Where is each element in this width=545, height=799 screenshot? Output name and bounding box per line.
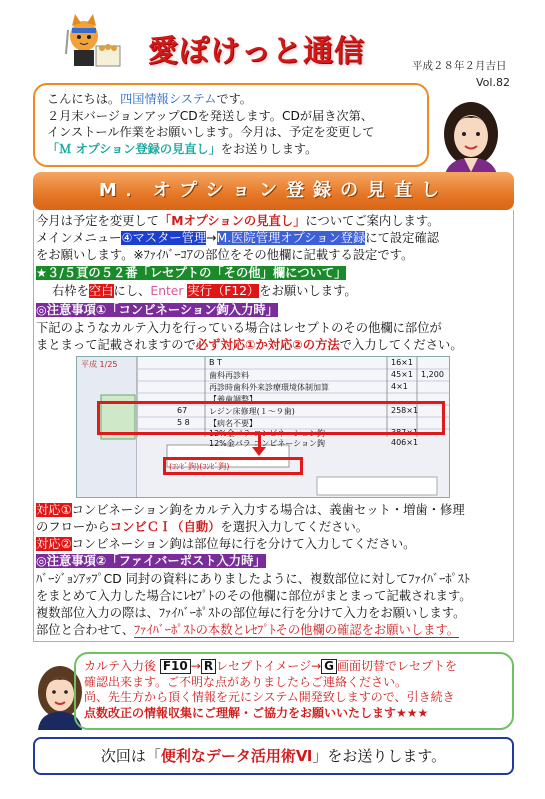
text: メインメニュー	[36, 231, 122, 245]
greeting-text: をお送りします。	[220, 141, 318, 156]
next-issue-box	[33, 737, 514, 775]
screenshot-row: レジン床修理(１～９歯)	[209, 407, 295, 416]
paragraph-line	[36, 265, 346, 281]
paragraph-line	[36, 337, 463, 353]
screenshot-tooth: 67	[177, 406, 188, 415]
screenshot-date: 平成 1/25	[81, 360, 118, 369]
company-name: 四国情報システム	[120, 92, 217, 106]
solution-label: 対応②	[36, 537, 72, 551]
text: 今月は予定を変更して	[36, 214, 159, 228]
text: コンビネーション鉤をカルテ入力する場合は、義歯セット・増歯・修理	[71, 503, 465, 517]
greeting-text: ２月末バージョンアップCDを発送します。CDが届き次第、	[47, 108, 373, 123]
g-key: G	[321, 659, 337, 674]
paragraph-line	[52, 283, 357, 299]
screenshot-value: 258×1	[391, 406, 419, 415]
footer-note-box	[74, 652, 514, 730]
greeting-text: インストール作業をお願いします。今月は、予定を変更して	[47, 125, 375, 139]
topic-highlight: 「Ｍ オプション登録の見直し」	[47, 141, 221, 156]
screenshot-row: 【病名不要】	[209, 419, 257, 428]
blank-key: 空白	[88, 284, 114, 298]
text: で入力してください。	[339, 338, 463, 352]
karte-screenshot	[76, 356, 450, 498]
text: 次回は「	[100, 747, 161, 765]
text: 右枠を	[52, 284, 89, 298]
next-topic: 便利なデータ活用術Ⅵ	[160, 747, 313, 765]
paragraph-line	[36, 622, 459, 638]
screenshot-row: 再診時歯科外来診療環境体制加算	[209, 383, 329, 392]
section-heading: ◎注意事項①「コンビネーション鉤入力時」	[36, 303, 278, 317]
text: をお願いします。	[259, 284, 357, 298]
r-key: R	[201, 659, 216, 674]
warning-highlight: ﾌｧｲﾊﾞｰﾎﾟｽﾄの本数とﾚｾﾌﾟﾄその他欄の確認をお願いします。	[134, 623, 460, 637]
screenshot-value: 45×1	[391, 370, 413, 379]
greeting-text: です。	[216, 92, 252, 106]
screenshot-value: 406×1	[391, 438, 419, 447]
screenshot-value: 1,200	[421, 370, 444, 379]
topic-highlight: 「Mオプションの見直し」	[158, 214, 306, 228]
screenshot-row: 歯科再診料	[209, 371, 249, 380]
text: レセプトイメージ→	[216, 659, 322, 673]
volume-number: Vol.82	[476, 76, 510, 89]
arrow: →	[190, 659, 201, 673]
paragraph-line: ﾊﾞｰｼﾞｮﾝｱｯﾌﾟCD 同封の資料にありましたように、複数部位に対してﾌｧｲﾊﾞｰﾎﾟｽﾄ	[36, 572, 470, 586]
screenshot-value: 4×1	[391, 382, 408, 391]
paragraph-line	[36, 536, 415, 552]
footer-text: 点数改正の情報収集にご理解・ご協力をお願いいたします★★★	[84, 705, 429, 720]
screenshot-value: 16×1	[391, 358, 413, 367]
text: 画面切替でレセプトを	[337, 659, 458, 673]
f10-key: F10	[160, 659, 191, 674]
greeting-box	[33, 83, 429, 167]
arrow-head-icon	[252, 447, 266, 456]
screenshot-row: 【義歯調整】	[209, 395, 257, 404]
screenshot-value: 387×1	[391, 428, 419, 437]
solution-label: 対応①	[36, 503, 72, 517]
paragraph-line	[36, 302, 278, 318]
section-heading: ◎注意事項②「ファイバーポスト入力時」	[36, 554, 266, 568]
footer-text: 確認出来ます。ご不明な点がありましたらご連絡ください。	[84, 674, 408, 689]
text: にし、	[113, 284, 151, 298]
greeting-text: こんにちは。	[47, 92, 121, 106]
screenshot-tooth: 5 8	[177, 418, 190, 427]
text: カルテ入力後	[84, 659, 157, 673]
highlight-box	[163, 457, 303, 475]
screenshot-receipt-other: (ｺﾝﾋﾞ鉤)(ｺﾝﾋﾞ鉤)	[169, 462, 230, 471]
execute-key: 実行（F12）	[187, 284, 260, 298]
text: についてご案内します。	[305, 214, 440, 228]
enter-key: Enter	[150, 284, 184, 298]
paragraph-line	[36, 519, 368, 535]
screenshot-row: 12%金パラ コンビネーション鉤	[209, 429, 326, 438]
paragraph-line	[36, 213, 439, 229]
text: のフローから	[36, 520, 110, 534]
screenshot-row: 12%金パラ コンビネーション鉤	[209, 439, 326, 448]
menu-path-option: M.医院管理オプション登録	[216, 231, 366, 245]
text: を選択入力してください。	[220, 520, 369, 534]
section-heading: ★３/５頁の５２番「レセプトの「その他」欄について」	[36, 266, 347, 280]
paragraph-line: 複数部位入力の際は、ﾌｧｲﾊﾞｰﾎﾟｽﾄの部位毎に行を分けて入力をお願いします。	[36, 606, 466, 620]
warning-highlight: 必ず対応①か対応②の方法	[195, 338, 340, 352]
text: 」をお送りします。	[312, 747, 447, 765]
arrow: →	[206, 231, 217, 245]
newsletter-title: 愛ぽけっと通信	[148, 34, 365, 69]
staff-portrait	[436, 96, 506, 180]
paragraph-line: をまとめて入力した場合にﾚｾﾌﾟﾄのその他欄に部位がまとまって記載されます。	[36, 589, 472, 603]
section-banner: M．オプション登録の見直し	[33, 172, 514, 210]
paragraph-line	[36, 553, 266, 569]
text: まとまって記載されますので	[36, 338, 196, 352]
footer-text: 尚、先生方から頂く情報を元にシステム開発致しますので、引き続き	[84, 690, 455, 704]
text: コンビネーション鉤は部位毎に行を分けて入力してください。	[71, 537, 416, 551]
paragraph-line: をお願いします。※ﾌｧｲﾊﾞｰｺｱの部位をその他欄に記載する設定です。	[36, 248, 414, 262]
text: にて設定確認	[365, 231, 440, 245]
menu-highlight: コンビＣＩ（自動）	[109, 520, 221, 534]
screenshot-row: B T	[209, 358, 222, 367]
issue-date: 平成２８年２月吉日	[412, 60, 507, 72]
mascot-illustration	[62, 10, 124, 72]
paragraph-line: 下記のようなカルテ入力を行っている場合はレセプトのその他欄に部位が	[36, 321, 442, 335]
text: 部位と合わせて、	[36, 623, 135, 637]
paragraph-line	[36, 230, 439, 246]
highlight-box	[97, 401, 445, 435]
paragraph-line	[36, 502, 465, 518]
menu-path-master: ④マスター管理	[121, 231, 207, 245]
